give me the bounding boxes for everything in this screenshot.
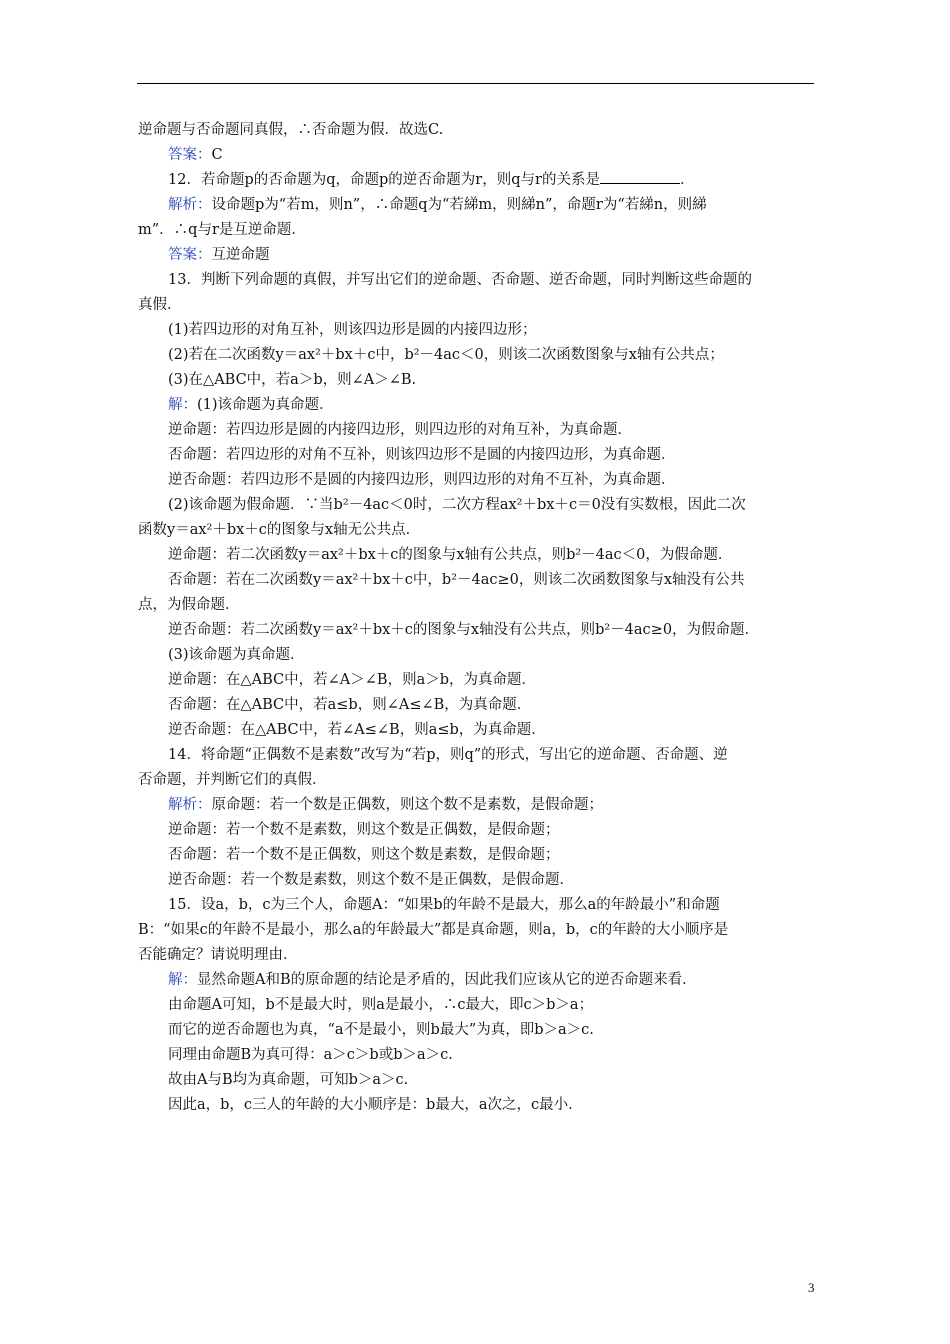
text-line: (3)在△ABC中，若a＞b，则∠A＞∠B. xyxy=(168,372,417,388)
answer-blank xyxy=(600,169,680,184)
header-rule xyxy=(137,83,814,84)
text-line: 否能确定？请说明理由． xyxy=(138,947,298,963)
text-line: 逆命题：若二次函数y＝ax²＋bx＋c的图象与x轴有公共点，则b²－4ac＜0，为假命题． xyxy=(168,547,733,563)
text-line: B：“如果c的年龄不是最小，那么a的年龄最大”都是真命题，则a，b，c的年龄的大小顺序是 xyxy=(138,922,729,938)
analysis-line xyxy=(138,193,816,218)
text-line: 逆命题：若一个数不是素数，则这个数是正偶数，是假命题； xyxy=(168,822,560,838)
analysis-label: 解析： xyxy=(168,197,212,213)
text-line: 逆否命题：若二次函数y＝ax²＋bx＋c的图象与x轴没有公共点，则b²－4ac≥0，为假命题． xyxy=(168,622,760,638)
text-line: 点，为假命题． xyxy=(138,597,240,613)
text-line: 逆否命题：在△ABC中，若∠A≤∠B，则a≤b，为真命题． xyxy=(168,722,546,738)
text-line: 逆命题：在△ABC中，若∠A＞∠B，则a＞b，为真命题． xyxy=(168,672,536,688)
text-line: 而它的逆否命题也为真，“a不是最小，则b最大”为真，即b＞a＞c. xyxy=(168,1022,594,1038)
text-line: (2)若在二次函数y＝ax²＋bx＋c中，b²－4ac＜0，则该二次函数图象与x轴有公共点； xyxy=(168,347,724,363)
solution-line xyxy=(138,393,816,418)
answer-line xyxy=(138,243,816,268)
text-line: 逆命题与否命题同真假，∴否命题为假．故选C. xyxy=(138,122,444,138)
question-12 xyxy=(138,168,816,193)
analysis-label: 解析： xyxy=(168,797,212,813)
answer-label: 答案： xyxy=(168,247,212,263)
text-line: 同理由命题B为真可得：a＞c＞b或b＞a＞c. xyxy=(168,1047,453,1063)
text-line: 否命题，并判断它们的真假． xyxy=(138,772,327,788)
solution-text: 显然命题A和B的原命题的结论是矛盾的，因此我们应该从它的逆否命题来看． xyxy=(197,972,697,988)
text-line: 否命题：在△ABC中，若a≤b，则∠A≤∠B，为真命题． xyxy=(168,697,532,713)
page-content xyxy=(138,118,816,1118)
analysis-text: 设命题p为“若m，则n”，∴命题q为“若綈m，则綈n”，命题r为“若綈n，则綈 xyxy=(211,197,707,213)
solution-label: 解： xyxy=(168,397,197,413)
page-number: 3 xyxy=(808,1280,815,1295)
question-text: 12．若命题p的否命题为q，命题p的逆否命题为r，则q与r的关系是 xyxy=(168,172,600,188)
text-line: m”．∴q与r是互逆命题． xyxy=(138,222,306,238)
question-13: 13．判断下列命题的真假，并写出它们的逆命题、否命题、逆否命题，同时判断这些命题的 xyxy=(168,272,752,288)
text-line: 逆否命题：若四边形不是圆的内接四边形，则四边形的对角不互补，为真命题． xyxy=(168,472,676,488)
answer-value: C xyxy=(211,147,223,163)
question-end: ． xyxy=(679,172,695,188)
text-line: (2)该命题为假命题．∵当b²－4ac＜0时，二次方程ax²＋bx＋c＝0没有实数根，因此二次 xyxy=(168,497,746,513)
text-line: 真假． xyxy=(138,297,182,313)
text-line: 否命题：若一个数不是正偶数，则这个数是素数，是假命题； xyxy=(168,847,560,863)
text-line: 因此a，b，c三人的年龄的大小顺序是：b最大，a次之，c最小． xyxy=(168,1097,583,1113)
solution-line xyxy=(138,968,816,993)
text-line: (3)该命题为真命题． xyxy=(168,647,305,663)
solution-label: 解： xyxy=(168,972,197,988)
analysis-text: 原命题：若一个数是正偶数，则这个数不是素数，是假命题； xyxy=(211,797,603,813)
question-15: 15．设a，b，c为三个人，命题A：“如果b的年龄不是最大，那么a的年龄最小”和命题 xyxy=(168,897,720,913)
text-line: (1)若四边形的对角互补，则该四边形是圆的内接四边形； xyxy=(168,322,537,338)
analysis-line xyxy=(138,793,816,818)
solution-text: (1)该命题为真命题． xyxy=(197,397,334,413)
text-line: 故由A与B均为真命题，可知b＞a＞c. xyxy=(168,1072,409,1088)
text-line: 逆否命题：若一个数是素数，则这个数不是正偶数，是假命题． xyxy=(168,872,574,888)
answer-label: 答案： xyxy=(168,147,212,163)
text-line: 否命题：若在二次函数y＝ax²＋bx＋c中，b²－4ac≥0，则该二次函数图象与x轴没有公共 xyxy=(168,572,745,588)
text-line: 由命题A可知，b不是最大时，则a是最小，∴c最大，即c＞b＞a； xyxy=(168,997,594,1013)
question-14: 14．将命题“正偶数不是素数”改写为“若p，则q”的形式，写出它的逆命题、否命题、逆 xyxy=(168,747,728,763)
answer-line xyxy=(138,143,816,168)
text-line: 否命题：若四边形的对角不互补，则该四边形不是圆的内接四边形，为真命题． xyxy=(168,447,676,463)
text-line: 逆命题：若四边形是圆的内接四边形，则四边形的对角互补，为真命题． xyxy=(168,422,632,438)
answer-value: 互逆命题 xyxy=(211,247,270,263)
text-line: 函数y＝ax²＋bx＋c的图象与x轴无公共点． xyxy=(138,522,421,538)
